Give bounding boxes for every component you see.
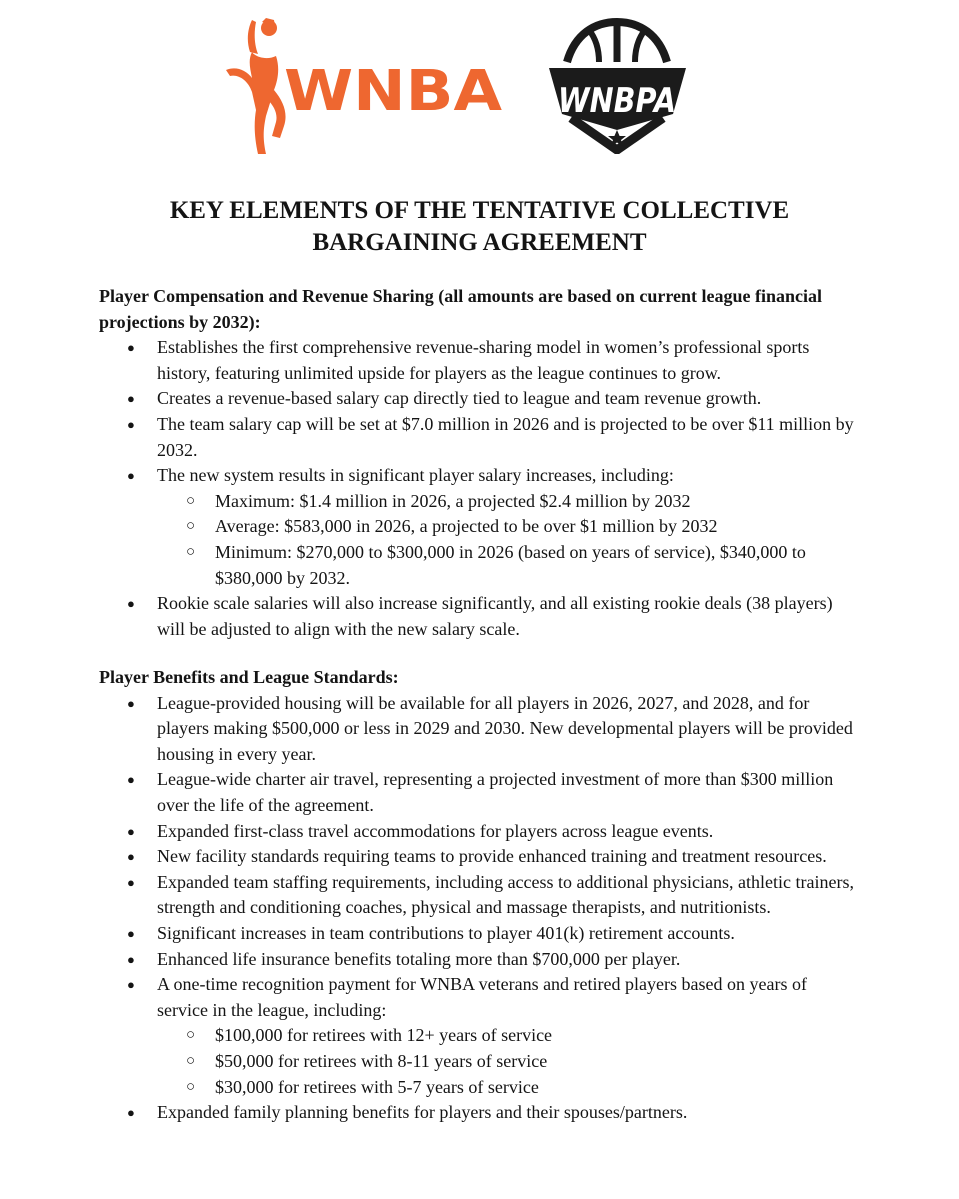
list-item: ● New facility standards requiring teams to provide enhanced training and treatment resources.	[99, 844, 859, 870]
logo-header	[0, 0, 959, 170]
list-item: ● League-provided housing will be available for all players in 2026, 2027, and 2028, and for players making $500,000 or less in 2029 and 2030. New developmental players will be provided housing in every year.	[127, 692, 853, 764]
recognition-sublist	[157, 1023, 859, 1100]
wnbpa-logo	[545, 18, 690, 154]
list-item: ● Rookie scale salaries will also increase significantly, and all existing rookie deals (38 players) will be adjusted to align with the new salary scale.	[127, 593, 833, 639]
list-item: ● A one-time recognition payment for WNBA veterans and retired players based on years of service in the league, including: ○ $100,000 for retirees with 12+ years of service ○ $50,000 for retirees with 8-11 years of service ○ $30,000 for retirees with 5-7 years of service	[99, 972, 859, 1100]
list-item: ● Creates a revenue-based salary cap directly tied to league and team revenue growth.	[99, 386, 859, 412]
salary-sublist	[157, 489, 859, 591]
bullet-icon: ●	[127, 1105, 135, 1121]
list-item: ● The team salary cap will be set at $7.0 million in 2026 and is projected to be over $11 million by 2032.	[127, 413, 854, 460]
hollow-bullet-icon: ○	[186, 1052, 196, 1069]
bullet-icon: ●	[127, 925, 135, 941]
hollow-bullet-icon: ○	[186, 543, 196, 560]
bullet-icon: ●	[127, 340, 135, 356]
bullet-icon: ●	[127, 596, 135, 612]
list-item: ● Expanded team staffing requirements, including access to additional physicians, athletic trainers, strength and conditioning coaches, physical and massage therapists, and nutritionists.	[127, 871, 854, 918]
hollow-bullet-icon: ○	[186, 1027, 196, 1044]
bullet-icon: ●	[127, 977, 135, 993]
sub-list-item: ○ Minimum: $270,000 to $300,000 in 2026 (based on years of service), $340,000 to $380,000 by 2032.	[186, 541, 806, 588]
bullet-icon: ●	[127, 849, 135, 865]
sub-list-item: ○ $50,000 for retirees with 8-11 years of service	[157, 1049, 859, 1075]
list-item: ● Enhanced life insurance benefits totaling more than $700,000 per player.	[99, 947, 859, 973]
title-line-1: KEY ELEMENTS OF THE TENTATIVE COLLECTIVE	[169, 197, 790, 224]
title-line-2: BARGAINING AGREEMENT	[312, 229, 647, 256]
sub-list-item: ○ $100,000 for retirees with 12+ years of service	[157, 1023, 859, 1049]
bullet-icon: ●	[127, 416, 135, 432]
list-item: ● League-wide charter air travel, representing a projected investment of more than $300 million over the life of the agreement.	[127, 769, 834, 815]
list-item: ● Significant increases in team contributions to player 401(k) retirement accounts.	[99, 921, 859, 947]
bullet-icon: ●	[127, 874, 135, 890]
wnba-logo	[222, 18, 512, 156]
bullet-icon: ●	[127, 468, 135, 484]
wnbpa-wordmark: WNBPA	[558, 81, 676, 121]
hollow-bullet-icon: ○	[186, 1078, 196, 1095]
bullet-icon: ●	[127, 695, 135, 711]
list-item: ● The new system results in significant player salary increases, including: ○ Maximum: $1.4 million in 2026, a projected $2.4 million by 2032 ○ Average: $583,000 in 2026, a projected to be over $1 million by 2032 ○ Minimum: $270,000 to $300,000 in 2026 (based on years of service), $340,000 to $380,000 by 2032.	[99, 463, 859, 591]
page-title	[0, 195, 959, 259]
benefits-list	[99, 691, 859, 1126]
sub-list-item: ○ Maximum: $1.4 million in 2026, a projected $2.4 million by 2032	[157, 489, 859, 515]
sub-list-item: ○ $30,000 for retirees with 5-7 years of service	[157, 1075, 859, 1101]
benefits-heading: Player Benefits and League Standards:	[99, 667, 399, 687]
bullet-icon: ●	[127, 772, 135, 788]
bullet-icon: ●	[127, 951, 135, 967]
list-item: ● Establishes the first comprehensive revenue-sharing model in women’s professional sports history, featuring unlimited upside for players as the league continues to grow.	[127, 337, 810, 383]
benefits-section	[99, 665, 859, 1126]
wnba-wordmark: WNBA	[284, 59, 503, 124]
wnba-player-silhouette	[226, 18, 286, 154]
list-item: ● Expanded first-class travel accommodations for players across league events.	[99, 819, 859, 845]
hollow-bullet-icon: ○	[186, 492, 196, 509]
sub-list-item: ○ Average: $583,000 in 2026, a projected to be over $1 million by 2032	[157, 514, 859, 540]
compensation-section	[99, 284, 859, 642]
bullet-icon: ●	[127, 391, 135, 407]
bullet-icon: ●	[127, 823, 135, 839]
compensation-heading: Player Compensation and Revenue Sharing (all amounts are based on current league financial projections by 2032):	[99, 286, 823, 332]
list-item: ● Expanded family planning benefits for players and their spouses/partners.	[99, 1100, 859, 1126]
compensation-list	[99, 335, 859, 642]
hollow-bullet-icon: ○	[186, 518, 196, 535]
